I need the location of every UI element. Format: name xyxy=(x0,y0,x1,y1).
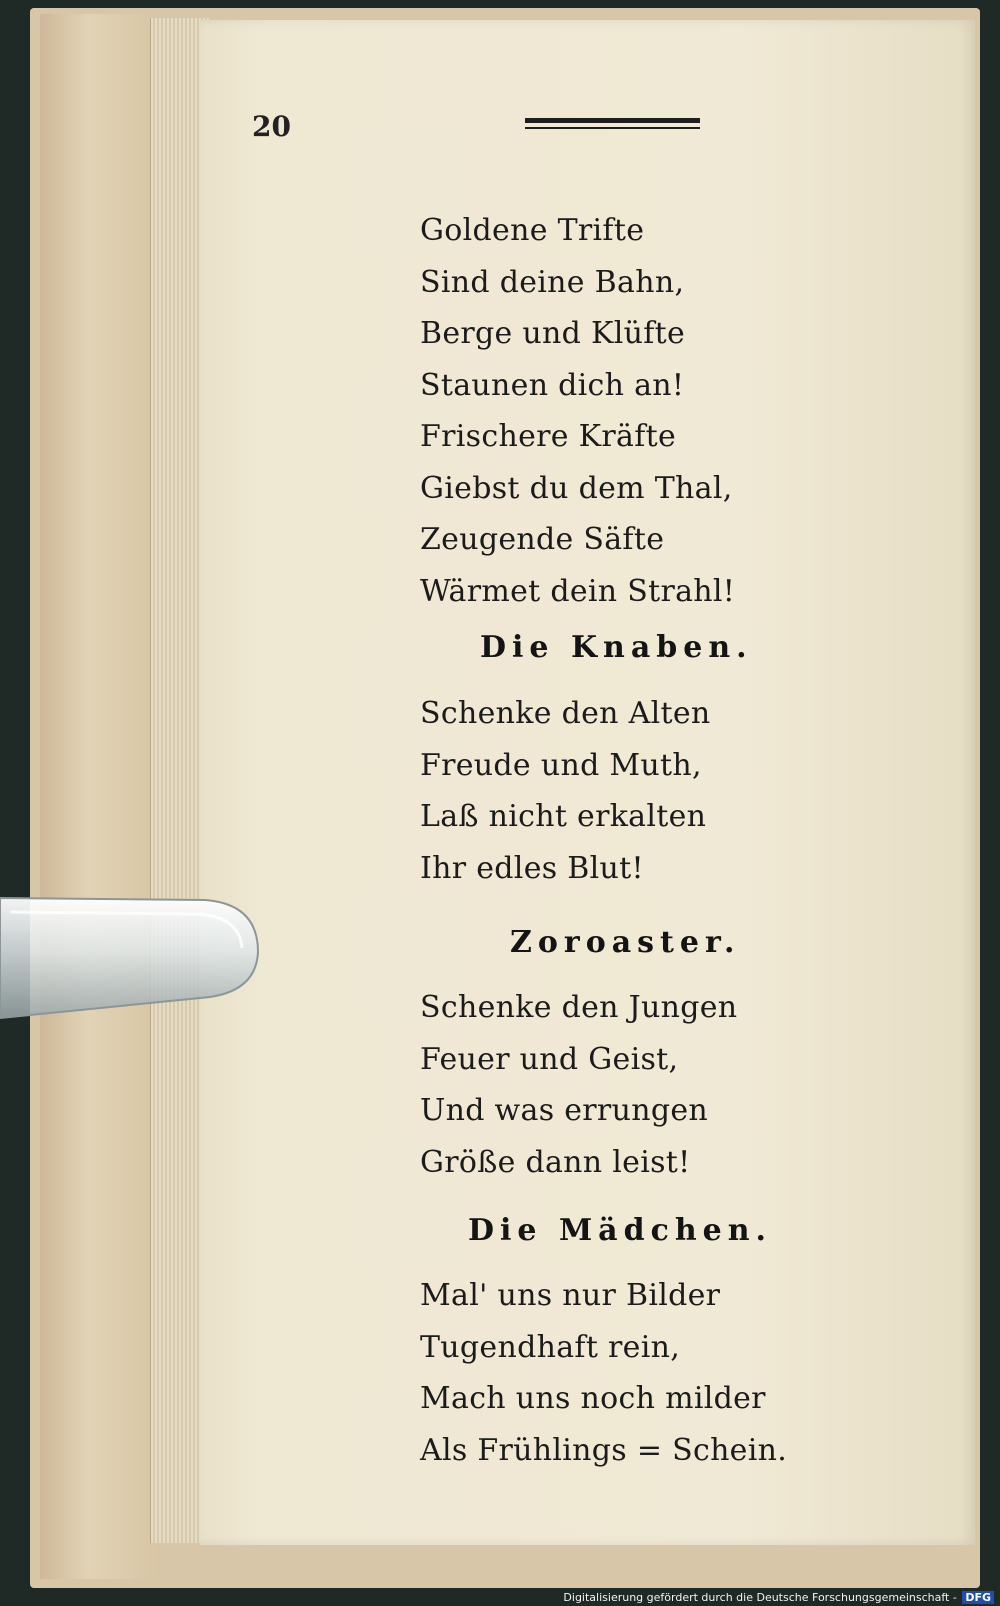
verse-line: Staunen dich an! xyxy=(420,367,685,403)
verse-line: Mach uns noch milder xyxy=(420,1381,766,1416)
book-page xyxy=(200,20,975,1545)
verse-line: Berge und Klüfte xyxy=(420,316,686,351)
verse-line: Frischere Kräfte xyxy=(420,419,677,454)
verse-line: Und was errungen xyxy=(420,1093,708,1128)
verse-line: Ihr edles Blut! xyxy=(420,850,644,886)
verse-line: Giebst du dem Thal, xyxy=(420,470,733,506)
verse-line: Freude und Muth, xyxy=(420,747,702,783)
speaker-heading: Die Mädchen. xyxy=(468,1213,772,1248)
page-clip xyxy=(0,890,262,1020)
verse-line: Schenke den Alten xyxy=(420,696,711,731)
verse-line: Als Frühlings = Schein. xyxy=(420,1432,788,1468)
stanza-maedchen xyxy=(420,1270,787,1476)
header-rule xyxy=(525,118,700,132)
speaker-heading: Zoroaster. xyxy=(510,925,741,960)
verse-line: Tugendhaft rein, xyxy=(420,1329,681,1365)
left-page-edge xyxy=(40,14,160,1579)
verse-line: Goldene Trifte xyxy=(420,213,645,248)
page-number: 20 xyxy=(252,110,291,143)
speaker-heading: Die Knaben. xyxy=(480,630,753,665)
stanza-knaben xyxy=(420,688,711,894)
footer-text: Digitalisierung gefördert durch die Deutsche Forschungsgemeinschaft - xyxy=(563,1591,957,1604)
stanza-zoroaster xyxy=(420,982,737,1188)
verse-line: Wärmet dein Strahl! xyxy=(420,573,736,609)
verse-line: Größe dann leist! xyxy=(420,1144,691,1180)
verse-line: Zeugende Säfte xyxy=(420,522,665,557)
dfg-logo: DFG xyxy=(962,1591,994,1604)
verse-line: Schenke den Jungen xyxy=(420,990,738,1025)
opening-stanza xyxy=(420,205,735,617)
verse-line: Laß nicht erkalten xyxy=(420,799,707,834)
digitization-footer xyxy=(563,1591,994,1604)
verse-line: Sind deine Bahn, xyxy=(420,264,685,300)
verse-line: Feuer und Geist, xyxy=(420,1041,679,1077)
verse-line: Mal' uns nur Bilder xyxy=(420,1278,721,1313)
